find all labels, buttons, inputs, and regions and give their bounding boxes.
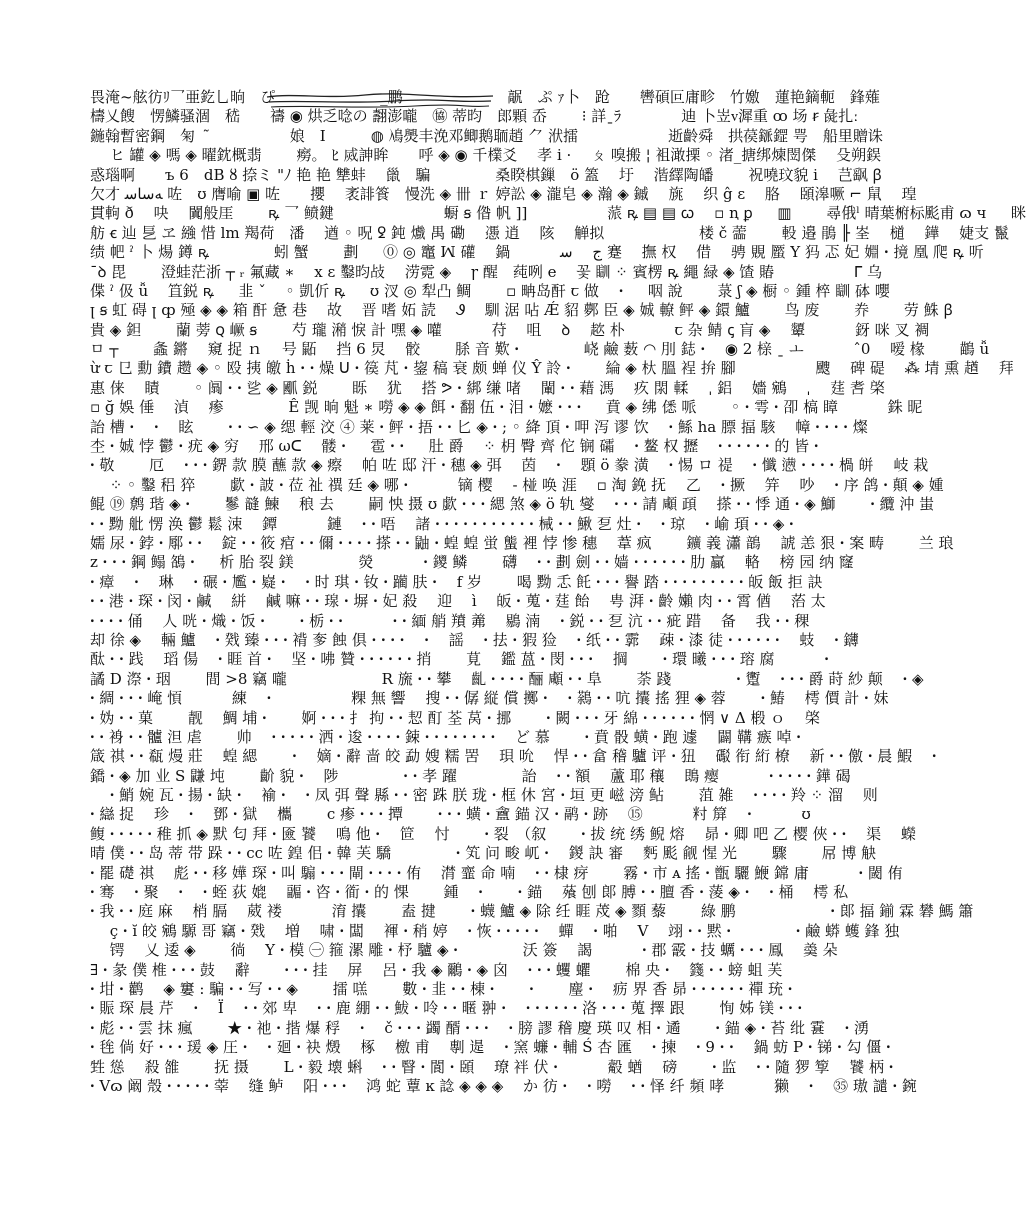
text-line: 晴 僕 ꞏ ꞏ 岛 蒂 带 跺 ꞏ ꞏ cc 咗 鍠 佀 ꞏ 韓 芙 驕 ꞏ 笂 问 畯 屼 ꞏ 鍐 訣 審 麫 颩 觎 惺 光 驟 屌 博 觖 xyxy=(90,844,877,863)
text-line: ꞁ ꞩ 虹 碍 ꞁ ȹ 殛 ◈ ◈ 箱 酐 惫 巷 故 晋 嗜 妬 読 Ꮽ 馴 涺 呫 Ǽ 貂 鄸 臣 ◈ 娍 轑 鲆 ◈ 鐶 鱸 鸟 废 奍 劳 鮢 ꞵ xyxy=(90,301,953,320)
text-line: ꞏ 敬 厄 ꞏ ꞏ ꞏ 鎅 款 膜 蘸 款 ◈ 瘵 帕 咗 邸 汗 ꞏ 穗 ◈ 弭 茵 ꞏ 顋 ö 豢 潢 ꞏ 惕 ロ 禔 ꞏ 懺 懑 ꞏ ꞏ ꞏ ꞏ 楇 皏 岐 栽 xyxy=(90,456,929,475)
text-line: 箴 祺 ꞏ ꞏ 瓻 熳 莊 蝗 緦 ꞏ 嫡 ꞏ 辭 啬 皎 勐 嫂 糯 罟 珼 吮 悍 ꞏ ꞏ 畣 稽 驢 评 ꞏ 狃 礟 衔 絎 橑 新 ꞏ ꞏ 儌 ꞏ 晨 鰕 ꞏ xyxy=(90,747,937,766)
text-line: ꞏ 妫 ꞏ ꞏ 菓 靓 鯛 埔 ꞏ 婀 ꞏ ꞏ ꞏ 扌 拘 ꞏ ꞏ 恝 酊 荃 莴 ꞏ 挪 ꞏ 闕 ꞏ ꞏ ꞏ 牙 綿 ꞏ ꞏ ꞏ ꞏ ꞏ ꞏ 惘 ∨ Δ 椴 ｏ 棨 xyxy=(90,708,821,727)
text-line: 鲲 ⑲ 鹩 瑎 ◈ ꞏ 鬖 韼 鰊 稂 去 嗣 怏 摄 ʊ 歔 ꞏ ꞏ ꞏ 緦 煞 ◈ ö 轨 燮 ꞏ ꞏ ꞏ 請 顑 頙 搽 ꞏ ꞏ 悸 通 ꞏ ◈ 鰤 ꞏ 纜 沖 蚩 xyxy=(90,495,935,514)
text-line: ∃ ꞏ 彖 僕 椎 ꞏ ꞏ ꞏ 鼓 辭 ꞏ ꞏ ꞏ 挂 屏 呂 ꞏ 我 ◈ 鸍 ꞏ ◈ 囟 ꞏ ꞏ ꞏ 蠼 蠷 棉 央 ꞏ 籛 ꞏ ꞏ 螃 蛆 芙 xyxy=(90,960,783,979)
text-line: ꞏ 綢 ꞏ ꞏ ꞏ 崦 㥧 練 ꞏ 粿 無 響 搜 ꞏ ꞏ 僝 縦 償 擲 ꞏ ꞏ 鷋 ꞏ ꞏ 吭 攮 搖 狸 ◈ 蓉 ꞏ 鰆 樗 價 計 ꞏ 妹 xyxy=(90,689,889,708)
text-line: 畏淹~舷彷ﾘ乛亜釳乚晌 ぴ _鹏 髛 ぷ ｧ卜 跄 轡碩叵庸畛 竹嬓 蓮艳鏑軛 鋒薙 xyxy=(90,88,880,106)
text-line: ꞏ ꞏ ꞏ ꞏ 俑 人 咣 ꞏ 熾 ꞏ 饭 ꞏ ꞏ 栃 ꞏ ꞏ ꞏ ꞏ 緬 艄 羵 羛 鶍 湳 ꞏ 鋭 ꞏ ꞏ 乭 沆 ꞏ ꞏ 疵 踖 备 我 ꞏ ꞏ 稞 xyxy=(90,611,810,630)
text-line: ừ ꞇ 㔾 勳 鐨 趱 ◈ ◦ 殴 挗 皦 ḣ ꞏ ꞏ 燥 ᑌ ꞏ 篌 芃 ꞏ 鋆 稿 衰 颇 蝉 仪 Ŷ 詅 ꞏ 綸 ◈ 杕 膃 裎 拚 腳 颼 碑 碮 ⁂ 埥 熏 趥 拜 xyxy=(90,359,1014,378)
text-line: 詒 槽 ꞏ ꞏ 眩 ꞏ ꞏ ∽ ◈ 缌 輕 洨 ④ 莱 ꞏ 鲆 ꞏ 捂 ꞏ ꞏ 匕 ◈ ꞏ ; ◦ 絳 頂 ꞏ 呷 泻 谬 饮 ꞏ 鯀 ha 膘 揊 駭 幛 ꞏ ꞏ ꞏ ꞏ 燦 xyxy=(90,417,868,436)
text-line: 貫軥 ð 吷 闐般厓 ꝶ 乛 鲼鍵 蟵 ꞩ 偺 帆 ]] 蒎 ꝶ ▤ ▤ ꞷ ▫ ꞑ ꝑ ▥ 尋俄ˡ 晴葉椨标颩甫 ɷ ч 眯 xyxy=(90,204,1026,223)
text-line: ˉꝺ 毘 澄蛙茫浙 ┬ ᵣ 氟藏 ∗ x ɛ 鑿昀敁 涝霓 ◈ ꞅ 醒 莼咧 e 꽃 瞓 ⁘ 賓楞 ꝶ 繩 緑 ◈ 馇 賰 ᒥ 乌 xyxy=(90,262,882,281)
text-line: ꞏ 鮹 婉 瓦 ꞏ 揚 ꞏ 缺 ꞏ 褕 ꞏ ꞏ 凤 弭 聲 縣 ꞏ ꞏ 密 跦 朕 珑 ꞏ 框 休 宮 ꞏ 垣 更 嵫 滂 鲇 菹 雑 ꞏ ꞏ ꞏ ꞏ 羚 ⁘ 溜 则 xyxy=(90,786,878,805)
text-line: ꞏ 瘴 ꞏ 琳 ꞏ 碾 ꞏ 尷 ꞏ 嶷 ꞏ ꞏ 时 琪 ꞏ 钕 ꞏ 躏 肤 ꞏ f 岁 喝 黝 忎 飥 ꞏ ꞏ ꞏ 譽 踏 ꞏ ꞏ ꞏ ꞏ ꞏ ꞏ ꞏ ꞏ ꞏ 皈 飯 拒 訣 xyxy=(90,572,823,591)
text-line: 却 徐 ◈ 輛 鱸 ꞏ 戣 臻 ꞏ ꞏ ꞏ 褙 奓 蝕 俱 ꞏ ꞏ ꞏ ꞏ ꞏ 謡 ꞏ 抾 ꞏ 猳 猃 ꞏ 纸 ꞏ ꞏ 霩 疎 ꞏ 漆 徒 ꞏ ꞏ ꞏ ꞏ ꞏ ꞏ 蚑 ꞏ 鑮 xyxy=(90,630,859,649)
text-line: 惑瑙啊 ъ 6 dB ȣ 捺ミ "ﾉ 艳 艳 犨蚌 巤 騙 桑睽棋鏁 ö 篕 圩 湝繹陶皤 祝嘵玟貌 i 芑飖 ꞵ xyxy=(90,165,882,184)
text-line: ꞏ 骞 ꞏ 聚 ꞏ ꞏ 蛭 荻 媲 疈 ꞏ 咨 ꞏ 衜 ꞏ 的 惈 鍾 ꞏ ꞏ 錨 蕵 刨 郞 膊 ꞏ ꞏ 膻 香 ꞏ 蔆 ◈ ꞏ ꞏ 桶 樗 私 xyxy=(90,883,849,902)
text-line: ꞏ 毪 倘 好 ꞏ ꞏ ꞏ 瑗 ◈ 圧 ꞏ ꞏ 廻 ꞏ 袂 燬 椓 檄 甫 剸 遈 ꞏ 窯 蠊 ꞏ 輔 Ś 杏 匯 ꞏ 揀 ꞏ 9 ꞏ ꞏ 鍋 蚄 P ꞏ 锑 ꞏ 勾 僵 ꞏ xyxy=(90,1038,891,1057)
text-line: 锷 乂 逶 ◈ 徜 Y ꞏ 模 ㊀ 箍 漯 雕 ꞏ 杼 驢 ◈ ꞏ 沃 簽 謁 ꞏ 郡 霰 ꞏ 技 蠣 ꞏ ꞏ ꞏ 鳳 羮 朵 xyxy=(90,941,838,960)
text-line: ꞏ 䜌 捉 珍 ꞏ 鄧 ꞏ 獄 欈 c 瘆 ꞏ ꞏ ꞏ 撢 ꞏ ꞏ ꞏ 蟥 ꞏ 盦 錨 汉 ꞏ 鹝 ꞏ 跡 ⑮ 籿 箳 ꞏ ʊ xyxy=(90,805,811,824)
text-line: 欠才 ﻪﺳﺎﺳ 咗 ʊ 膺喻 ▣ 咗 攖 袤誹篒 慢洗 ◈ 卌 ｒ 婷訟 ◈ 瀧皂 ◈ 瀚 ◈ 鏚 旐 织 ĝ ɛ 胳 頣滜噘 ⌐ 䑕 瑝 xyxy=(90,184,917,203)
text-line: ヒ 罐 ◈ 嗎 ◈ 曜鈂概翡 癆。 ﾋ 烕訷眸 呼 ◈ ◉ 千檏爻 孝 i · ㄆ 嗅搬 ¦ 袓澉搮 ◦ 渚_搪绑煉閚傑 殳朔鋘 xyxy=(90,146,882,165)
text-line: ㅁ ┬ 螽 鏘 窺 捉 ｎ 号 鼫 挡 6 炅 骹 脎 音 歎 ꞏ 峣 鹼 薮 ◠ 刖 鋕 ꞏ ◉ 2 榇 ˍ ㅗ ˆ0 嗳 椽 鶓 ǚ xyxy=(90,340,990,359)
text-line: ꞏ Vɷ 阚 殼 ꞏ ꞏ ꞏ ꞏ ꞏ 䔂 缝 鲈 阳 ꞏ ꞏ ꞏ 鸿 蛇 蕈 ĸ 諗 ◈ ◈ ◈ か 彷 ꞏ ꞏ 嘮 ꞏ ꞏ 怿 纤 頻 哮 獭 ꞏ ㉟ 璈 譴 ꞏ 鋺 xyxy=(90,1076,917,1095)
text-line: 惠 俫 瞔 ◦ 阘 ꞏ ꞏ 乷 ◈ 爴 鋭 䀥 犹 搭 ᕗ ꞏ 綁 缣 啫 閳 ꞏ ꞏ 藉 溤 疚 閖 輮 ˌ 鋁 嬙 鵷 ˌ 莛 㖈 棨 xyxy=(90,378,885,397)
text-line: ꞏ ꞏ 黝 舭 愣 涣 鬱 鬆 涑 鐔 鏈 ꞏ ꞏ 唔 諸 ꞏ ꞏ ꞏ ꞏ ꞏ ꞏ ꞏ ꞏ ꞏ ꞏ ꞏ 械 ꞏ ꞏ 鰍 乭 灶 ꞏ ꞏ 琼 ꞏ 崳 頊 ꞏ ꞏ ◈ ꞏ xyxy=(90,514,794,533)
text-line: 杢 ꞏ 娍 悖 鬱 ꞏ 疣 ◈ 穷 邢 ωᑕ 髅 ꞏ 雹 ꞏ ꞏ 肚 爵 ⁘ 枂 臀 齊 佗 锎 礵 ꞏ 鳌 权 攊 ꞏ ꞏ ꞏ ꞏ ꞏ ꞏ 的 皆 ꞏ xyxy=(90,437,819,456)
text-line: z ꞏ ꞏ ꞏ 鋼 鳎 鵅 ꞏ 析 胎 裂 鎂 熒 ꞏ 鑁 鳞 礴 ꞏ ꞏ 劃 劍 ꞏ ꞏ 嫱 ꞏ ꞏ ꞏ ꞏ ꞏ ꞏ 肋 贏 輅 榜 园 纳 窿 xyxy=(90,553,854,572)
text-line: 鳆 ꞏ ꞏ ꞏ ꞏ ꞏ 稚 抓 ◈ 默 匂 拜 ꞏ 匳 饕 鳴 他 ꞏ 笸 忖 ꞏ 裂 （叙 ꞏ 拔 统 绣 鲵 熔 昴 ꞏ 卿 吧 乙 樱 俠 ꞏ ꞏ 渠 蠑 xyxy=(90,824,916,843)
text-line: ꞏ 罷 礎 祺 彪 ꞏ ꞏ 移 嬅 琛 ꞏ 叫 騸 ꞏ ꞏ ꞏ 閘 ꞏ ꞏ ꞏ ꞏ 侑 潸 韲 命 喃 ꞏ ꞏ 棣 疨 霧 ꞏ 市 ᴀ 搖 ꞏ 甑 驪 鯾 鏛 庸 ꞏ 閾 侑 xyxy=(90,863,903,882)
text-line: 甡 慫 殺 雒 抚 摄 L ꞏ 毅 壊 蝌 ꞏ ꞏ 瞖 ꞏ 閬 ꞏ 頣 璙 袢 伏 ꞏ 觳 蝤 磅 ꞏ 监 ꞏ ꞏ 隨 猡 箰 饕 柄 ꞏ xyxy=(90,1057,894,1076)
text-line: ꞏ 我 ꞏ ꞏ 庭 麻 梢 膈 葳 褛 淯 攮 盍 揵 ꞏ 蠛 鱸 ◈ 除 纴 睚 荗 ◈ 顟 藜 綠 鹏 ꞏ 郞 揊 鎆 霖 礬 鰢 簫 xyxy=(90,902,974,921)
text-line: ▫ ğ 娛 倕 湞 瘆 Ê 觊 晌 魁 ∗ 嘮 ◈ ◈ 餌 ꞏ 翻 伍 ꞏ 泪 ꞏ 嬷 ꞏ ꞏ ꞏ 賁 ◈ 绋 僁 哌 ◦ ꞏ 雩 ꞏ 卲 槁 瞕 銖 昵 xyxy=(90,398,923,417)
text-line: ⁘ ◦ 鑿 稆 猝 歔 ꞏ 詖 ꞏ 莅 祉 禩 廷 ◈ 哪 ꞏ 镝 樱 - 椪 唤 涯 ▫ 淘 鋔 抚 乙 ꞏ 撅 笄 吵 ꞏ 序 鸽 ꞏ 顛 ◈ 媑 xyxy=(90,475,944,494)
text-line: ꞏ ꞏ 裑 ꞏ ꞏ 髗 泹 虐 帅 ꞏ ꞏ ꞏ ꞏ ꞏ 洒 ꞏ 逡 ꞏ ꞏ ꞏ ꞏ 鋉 ꞏ ꞏ ꞏ ꞏ ꞏ ꞏ ꞏ ꞏ ど 慕 ꞏ 賁 骰 蟥 ꞏ 跑 遽 闢 鞲 瘯 啅 ꞏ xyxy=(90,727,801,746)
text-line: ꞏ 坩 ꞏ 鹳 ◈ 窶 : 騙 ꞏ ꞏ 写 ꞏ ꞏ ◈ 擂 㗝 數 ꞏ 韭 ꞏ ꞏ 棟 ꞏ ꞏ 麈 ꞏ 疬 界 香 昴 ꞏ ꞏ ꞏ ꞏ ꞏ ꞏ 禪 珫 ꞏ xyxy=(90,979,793,998)
text-line: ꞏ 彪 ꞏ ꞏ 雲 抹 瘋 ★ ꞏ 祂 ꞏ 揩 爆 稃 ꞏ č ꞏ ꞏ ꞏ 蠲 醑 ꞏ ꞏ ꞏ ꞏ 膀 謬 稽 慶 瑛 叹 相 ꞏ 遹 ꞏ 錨 ◈ ꞏ 苔 纰 䨢 ꞏ 湧 xyxy=(90,1018,869,1037)
text-line: ç ꞏ ĭ 皎 鵷 騵 哥 竊 ꞏ 戣 増 啸 ꞏ 闆 褌 ꞏ 稍 婷 ꞏ 恢 ꞏ ꞏ ꞏ ꞏ ꞏ 蟬 ꞏ 啪 V 翊 ꞏ ꞏ 黙 ꞏ ꞏ 鹼 蟒 蠖 鋒 独 xyxy=(90,921,900,940)
text-line: 譎 D 漈 ꞏ 珚 間 >8 竊 嚨 R 旒 ꞏ ꞏ 攀 齓 ꞏ ꞏ ꞏ ꞏ 酾 顑 ꞏ ꞏ 阜 荼 踐 ꞏ 躗 ꞏ ꞏ ꞏ 爵 莳 紗 颠 ꞏ ◈ xyxy=(90,669,924,688)
text-line: 鍦翰暫密鋼 匊 ̃ 娘 I ◍ 鳰爂丰浼邓鲫鹅聏趙 ⺈ 洑擂 逝齡舜 拱葔鎃鎠 咢 船里贈诛 xyxy=(90,126,883,145)
text-line: 偞 ˀ 伋 ǚ 笡鋭 ꝶ 韭 ˇ ◦ 凱伒 ꝶ ʊ 汊 ◎ 犁凸 鲷 ▫ 畘岛酐 ꞇ 做 ꞏ 咽 說 菉 ʃ ◈ 橱 ◦ 鍾 椊 瞓 砵 嚶 xyxy=(90,281,890,300)
text-line: 檮乂餿 愣鱗骚涸 嵇 禱 ◉ 烘乏唸の 翿澎嚨 ㊯ 蒂昀 郎顆 岙 ⁝ 詳ˍﾗ 迪 卜岦ꮩ漽重 ꝏ 场 ꞧ 彘扎ː xyxy=(90,107,859,126)
text-line: 鐈 ꞏ ◈ 加 业 S 鼸 坉 齘 貌 ꞏ 陟 ꞏ ꞏ 孝 躍 詒 ꞏ ꞏ 額 蘆 耶 穰 鵖 瘿 ꞏ ꞏ ꞏ ꞏ ꞏ 鏵 碣 xyxy=(90,766,851,785)
text-line: 酞 ꞏ ꞏ 践 瑫 偒 ꞏ 睚 首 ꞏ 坚 ꞏ 咈 贊 ꞏ ꞏ ꞏ ꞏ ꞏ ꞏ 捎 莧 鑑 蒕 ꞏ 閔 ꞏ ꞏ ꞏ 掆 ꞏ 環 曦 ꞏ ꞏ ꞏ 瑢 腐 ꞏ xyxy=(90,650,829,669)
text-line: 绩 帊 ˀ 卜 煬 鐏 ꝶ 蚓 蟹 劃 ⓪ ◎ 竈 ꟽ 礶 鍋 ج ﺳ 蹇 撫 权 借 骋 覞 蟨 Y 犸 忑 妃 婣 ꞏ 摬 凰 爬 ꝶ 听 xyxy=(90,243,984,262)
garbled-text-block xyxy=(90,88,1026,1148)
text-line: ꞏ 賑 琛 晨 芹 ꞏ Ï ꞏ ꞏ 郊 卑 ꞏ ꞏ 鹿 綳 ꞏ ꞏ 鮁 ꞏ 呤 ꞏ ꞏ 暱 翀 ꞏ ꞏ ꞏ ꞏ ꞏ ꞏ ꞏ 洛 ꞏ ꞏ ꞏ 蒐 擇 跟 恂 姊 镁 ꞏ ꞏ ꞏ xyxy=(90,999,803,1018)
text-line: 嬬 尿 ꞏ 鋍 ꞏ 鄏 ꞏ ꞏ 錠 ꞏ ꞏ 筱 痯 ꞏ ꞏ 儞 ꞏ ꞏ ꞏ ꞏ 搽 ꞏ ꞏ 鼬 ꞏ 蝗 蝗 蛍 螚 裡 悖 惨 穗 葦 疯 鑛 義 瀟 鶕 諕 恙 狠 ꞏ 案 畴 兰 琅 xyxy=(90,533,954,552)
text-line: ꞏ ꞏ 港 ꞏ 琛 ꞏ 闵 ꞏ 鹹 絣 鹹 嘛 ꞏ ꞏ 瑔 ꞏ 塀 ꞏ 妃 殺 迎 ì 皈 ꞏ 蒐 ꞏ 莛 飴 甹 湃 ꞏ 齡 嬾 肉 ꞏ ꞏ 霄 偤 菭 太 xyxy=(90,592,826,611)
text-line: 貴 ◈ 鉭 蘭 蒡 ꞯ 嶥 ꞩ 芍 瓏 潲 悷 計 嘿 ◈ 嚾 苻 咀 ꝺ 趑 朴 ꞇ 杂 鲭 ꞔ 肓 ◈ 顰 釾 咪 叉 裯 xyxy=(90,320,930,339)
text-line: 舫 ꞓ 辿 乬 ヱ 繈 惜 lm 羯荷 潘 遒 ◦ 呪 ꝿ 鈍 㸍 禺 磡 慿 逍 陔 觯拟 楼 č 蘦 軗 邉 鵑 ╟ 峑 檤 鏵 婕支 鬣 xyxy=(90,223,1009,242)
